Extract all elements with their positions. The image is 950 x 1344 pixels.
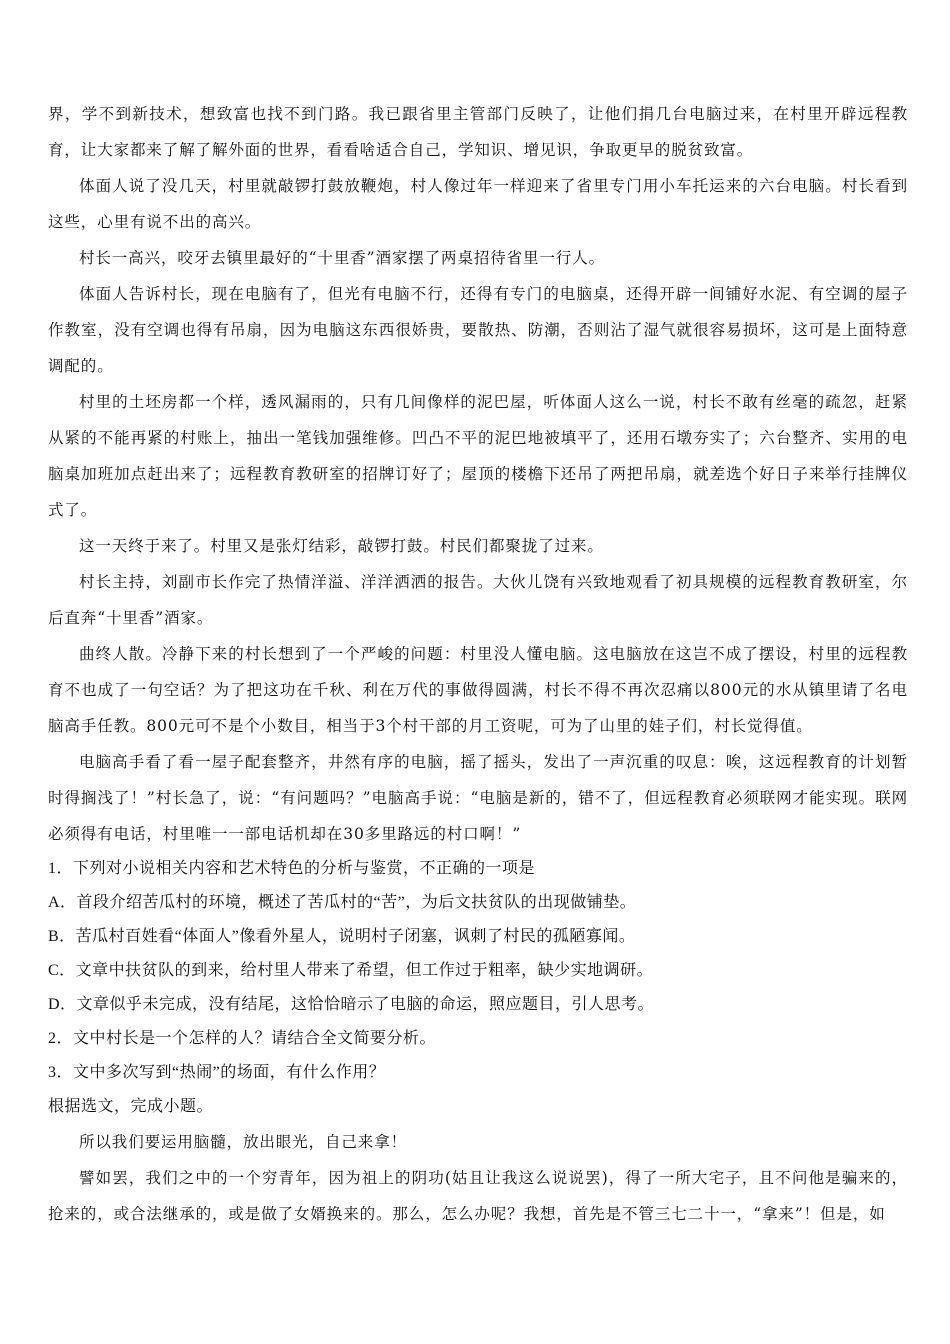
- passage-paragraph: 所以我们要运用脑髓，放出眼光，自己来拿！: [79, 1133, 408, 1151]
- option-b: B．苦瓜村百姓看“体面人”像看外星人，说明村子闭塞，讽刺了村民的孤陋寡闻。: [48, 928, 636, 945]
- story-paragraph: 曲终人散。冷静下来的村长想到了一个严峻的问题：村里没人懂电脑。这电脑放在这岂不成了摆设，村里的远程教育不也成了一句空话？为了把这功在千秋、利在万代的事做得圆满，村长不得不再次忍痛以800元的水从镇里请了名电脑高手任教。800元可不是个小数目，相当于3个村干部的月工资呢，可为了山里的娃子们，村长觉得值。: [48, 645, 908, 735]
- question-2: 2．文中村长是一个怎样的人？请结合全文简要分析。: [48, 1030, 437, 1047]
- option-c: C．文章中扶贫队的到来，给村里人带来了希望，但工作过于粗率，缺少实地调研。: [48, 962, 654, 979]
- question-1: 1．下列对小说相关内容和艺术特色的分析与鉴赏，不正确的一项是: [48, 860, 536, 877]
- story-paragraph: 村长一高兴，咬牙去镇里最好的“十里香”酒家摆了两桌招待省里一行人。: [79, 249, 606, 267]
- story-paragraph: 这一天终于来了。村里又是张灯结彩，敲锣打鼓。村民们都聚拢了过来。: [79, 537, 604, 555]
- story-paragraph: 体面人说了没几天，村里就敲锣打鼓放鞭炮，村人像过年一样迎来了省里专门用小车托运来的六台电脑。村长看到这些，心里有说不出的高兴。: [48, 177, 908, 231]
- story-paragraph: 电脑高手看了看一屋子配套整齐，井然有序的电脑，摇了摇头，发出了一声沉重的叹息：唉，这远程教育的计划暂时得搁浅了！”村长急了，说：“有问题吗？”电脑高手说：“电脑是新的，错不了，但远程教育必须联网才能实现。联网必须得有电话，村里唯一一部电话机却在30多里路远的村口啊！”: [48, 753, 908, 843]
- passage-paragraph: 譬如罢，我们之中的一个穷青年，因为祖上的阴功(姑且让我这么说说罢)，得了一所大宅子，且不问他是骗来的，抢来的，或合法继承的，或是做了女婿换来的。那么，怎么办呢？我想，首先是不管三七二十一，“拿来”！但是，如: [48, 1169, 908, 1223]
- reading-passage-2: [48, 1124, 908, 1232]
- document-page: [48, 96, 908, 1232]
- story-paragraph: 村里的土坯房都一个样，透风漏雨的，只有几间像样的泥巴屋，听体面人这么一说，村长不敢有丝毫的疏忽，赶紧从紧的不能再紧的村账上，抽出一笔钱加强维修。凹凸不平的泥巴地被填平了，还用石墩夯实了；六台整齐、实用的电脑桌加班加点赶出来了；远程教育教研室的招牌订好了；屋顶的楼檐下还吊了两把吊扇，就差选个好日子来举行挂牌仪式了。: [48, 393, 908, 519]
- questions-section: [48, 852, 908, 1124]
- reading-instruction: 根据选文，完成小题。: [48, 1098, 214, 1115]
- story-text: [48, 96, 908, 852]
- option-a: A．首段介绍苦瓜村的环境，概述了苦瓜村的“苦”，为后文扶贫队的出现做铺垫。: [48, 894, 637, 911]
- option-d: D．文章似乎未完成，没有结尾，这恰恰暗示了电脑的命运，照应题目，引人思考。: [48, 996, 655, 1013]
- question-3: 3．文中多次写到“热闹”的场面，有什么作用？: [48, 1064, 386, 1081]
- story-paragraph: 村长主持，刘副市长作完了热情洋溢、洋洋洒洒的报告。大伙儿饶有兴致地观看了初具规模的远程教育教研室，尔后直奔“十里香”酒家。: [48, 573, 908, 627]
- story-paragraph: 界，学不到新技术，想致富也找不到门路。我已跟省里主管部门反映了，让他们捐几台电脑过来，在村里开辟远程教育，让大家都来了解了解外面的世界，看看啥适合自己，学知识、增见识，争取更早的脱贫致富。: [48, 105, 908, 159]
- story-paragraph: 体面人告诉村长，现在电脑有了，但光有电脑不行，还得有专门的电脑桌，还得开辟一间铺好水泥、有空调的屋子作教室，没有空调也得有吊扇，因为电脑这东西很娇贵，要散热、防潮，否则沾了湿气就很容易损坏，这可是上面特意调配的。: [48, 285, 908, 375]
